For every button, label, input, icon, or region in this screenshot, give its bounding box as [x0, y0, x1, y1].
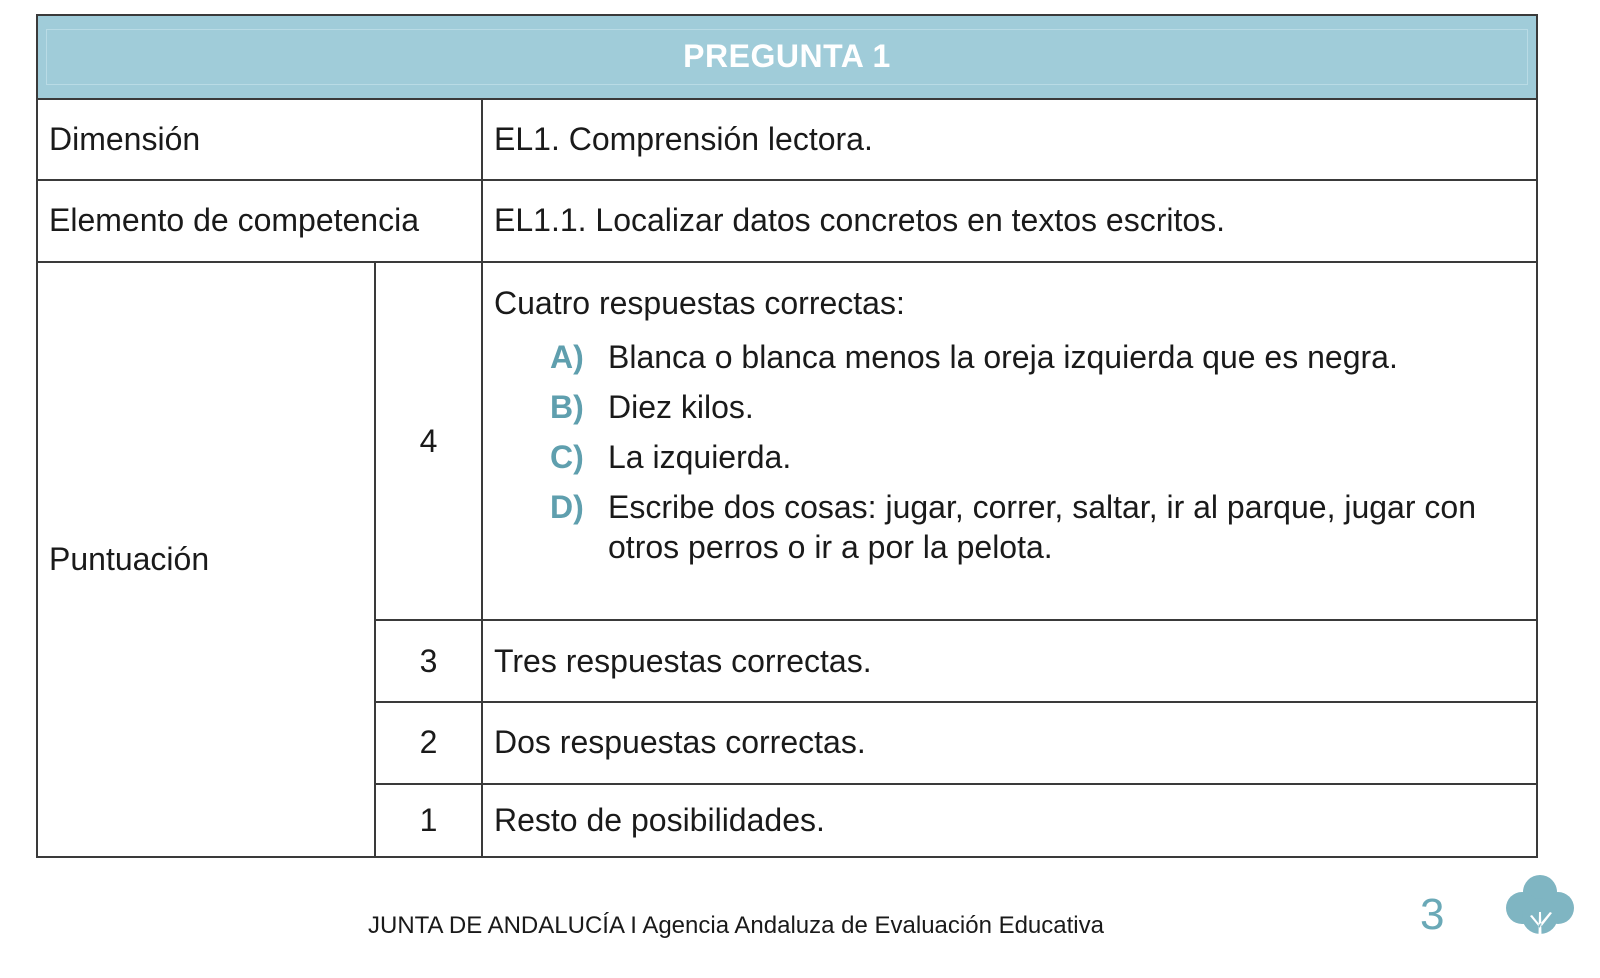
- rubric-table: [36, 14, 1538, 858]
- answer-text-a: Blanca o blanca menos la oreja izquierda que es negra.: [608, 338, 1398, 375]
- question-title: PREGUNTA 1: [683, 38, 891, 75]
- dimension-row: [37, 99, 1537, 181]
- dimension-label: Dimensión: [37, 99, 482, 181]
- score-description-2: Dos respuestas correctas.: [482, 702, 1537, 784]
- header-row: [37, 15, 1537, 99]
- competencia-label: Elemento de competencia: [37, 180, 482, 262]
- answer-letter-a: A): [550, 338, 584, 375]
- puntuacion-label: Puntuación: [37, 262, 375, 857]
- answer-item-b: [494, 387, 1536, 427]
- answer-item-a: [494, 337, 1536, 377]
- footer-text: JUNTA DE ANDALUCÍA I Agencia Andaluza de Evaluación Educativa: [368, 912, 1104, 939]
- answer-text-c: La izquierda.: [608, 438, 792, 475]
- answer-letter-b: B): [550, 388, 584, 425]
- competencia-row: [37, 180, 1537, 262]
- score-value-1: 1: [375, 784, 482, 857]
- answers-intro: Cuatro respuestas correctas:: [494, 284, 905, 321]
- answer-letter-d: D): [550, 488, 584, 525]
- answer-item-d: [494, 487, 1536, 567]
- answer-letter-c: C): [550, 438, 584, 475]
- header-cell: [37, 15, 1537, 99]
- score-value-4: 4: [375, 262, 482, 621]
- answer-item-c: [494, 437, 1536, 477]
- score-row-4: [37, 262, 1537, 621]
- score-description-3: Tres respuestas correctas.: [482, 620, 1537, 702]
- score-description-1: Resto de posibilidades.: [482, 784, 1537, 857]
- score-value-3: 3: [375, 620, 482, 702]
- score-value-2: 2: [375, 702, 482, 784]
- answer-text-b: Diez kilos.: [608, 388, 754, 425]
- answer-text-d: Escribe dos cosas: jugar, correr, saltar, ir al parque, jugar con otros perros o ir a por la pelota.: [608, 488, 1476, 565]
- page-number: 3: [1420, 890, 1445, 939]
- score-description-4: [482, 262, 1537, 621]
- tree-icon: [1500, 870, 1580, 960]
- competencia-value: EL1.1. Localizar datos concretos en textos escritos.: [482, 180, 1537, 262]
- dimension-value: EL1. Comprensión lectora.: [482, 99, 1537, 181]
